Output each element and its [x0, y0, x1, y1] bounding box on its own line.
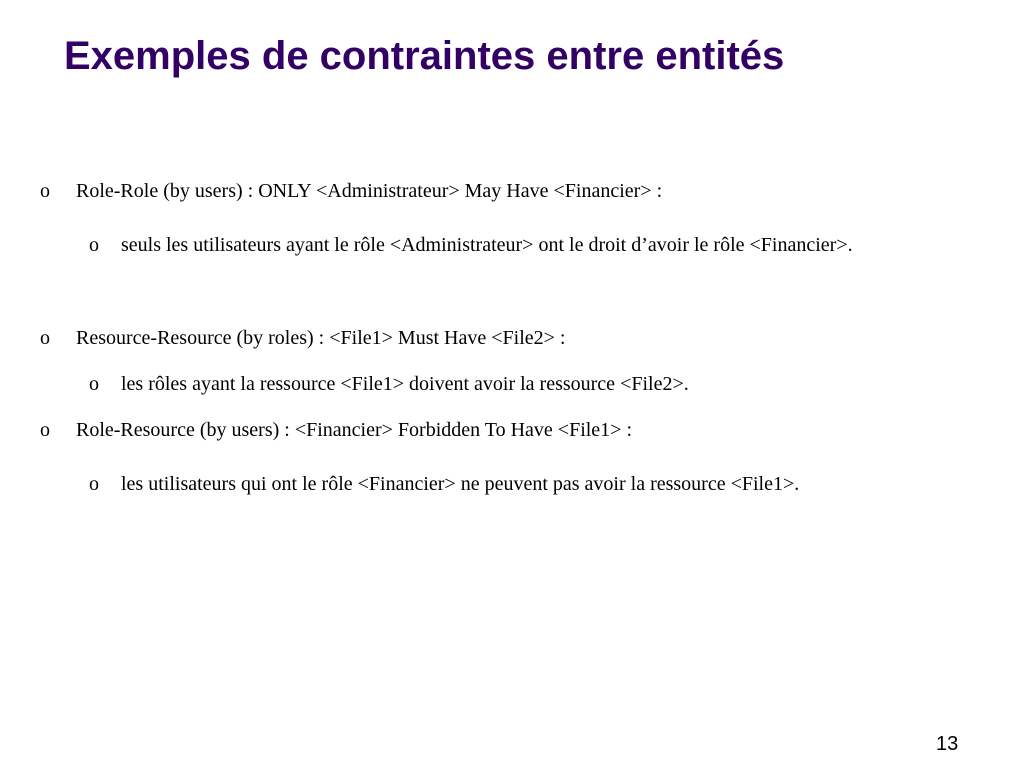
sub-bullet-text: seuls les utilisateurs ayant le rôle <Administrateur> ont le droit d’avoir le rôle <Financier>.: [121, 234, 853, 256]
bullet-item: [0, 418, 1024, 442]
bullet-text: Resource-Resource (by roles) : <File1> Must Have <File2> :: [76, 327, 566, 349]
page-number: 13: [936, 733, 959, 755]
bullet-item: [0, 326, 1024, 350]
bullet-item: [0, 179, 1024, 203]
bullet-marker: o: [40, 327, 50, 349]
bullet-marker: o: [40, 419, 50, 441]
sub-bullet-item: [0, 222, 1024, 314]
sub-bullet-item: [0, 372, 1024, 396]
sub-bullet-marker: o: [89, 234, 99, 256]
sub-bullet-marker: o: [89, 373, 99, 395]
bullet-text: Role-Resource (by users) : <Financier> Forbidden To Have <File1> :: [76, 419, 633, 441]
sub-bullet-text: les utilisateurs qui ont le rôle <Financier> ne peuvent pas avoir la ressource <File1>.: [121, 473, 800, 495]
bullet-text: Role-Role (by users) : ONLY <Administrateur> May Have <Financier> :: [76, 180, 663, 202]
sub-bullet-text: les rôles ayant la ressource <File1> doivent avoir la ressource <File2>.: [121, 373, 689, 395]
sub-bullet-item: [0, 461, 1024, 553]
bullet-marker: o: [40, 180, 50, 202]
slide-title: Exemples de contraintes entre entités: [64, 34, 785, 78]
sub-bullet-marker: o: [89, 473, 99, 495]
